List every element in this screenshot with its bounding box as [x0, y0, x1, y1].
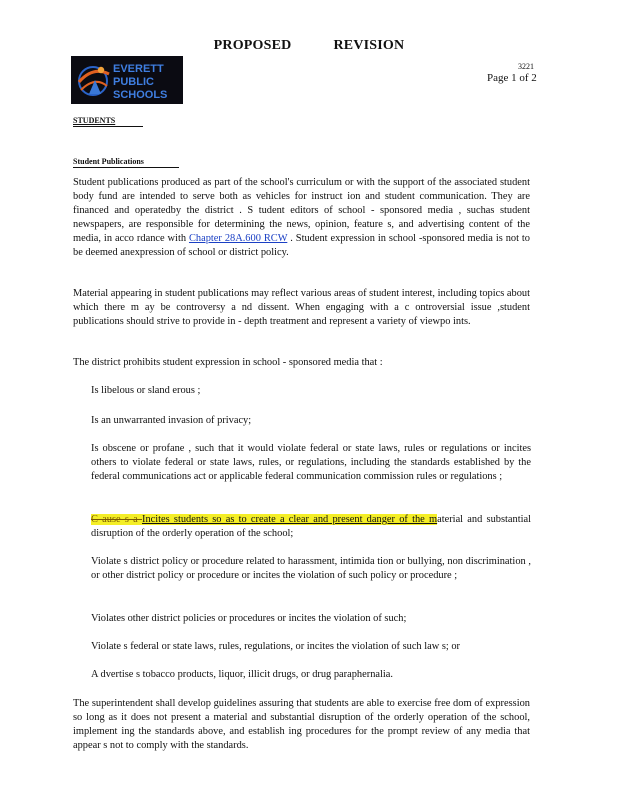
- logo-word-2: PUBLIC: [113, 76, 154, 88]
- subheading: Student Publications: [73, 157, 179, 168]
- everett-public-schools-logo: [71, 56, 183, 104]
- bullet-tobacco: A dvertise s tobacco products, liquor, illicit drugs, or drug paraphernalia.: [91, 669, 393, 680]
- inserted-text: Incites students so as to create a clear and present danger of the m: [142, 514, 438, 525]
- bullet-federal-laws: Violate s federal or state laws, rules, regulations, or incites the violation of such law s; or: [91, 641, 461, 652]
- rcw-chapter-link[interactable]: Chapter 28A.600 RCW: [188, 233, 288, 244]
- logo-word-1: EVERETT: [113, 63, 164, 75]
- bullet-disruption-rest: aterial and substantial disruption of the orderly operation of the school;: [91, 514, 531, 539]
- paragraph-superintendent: The superintendent shall develop guidelines assuring that students are able to exercise free dom of expression so long as it does not present a material and substantial disruption of the orderly operation of the school, implement ing the standards above, and establish ing procedures for the prompt review of any media that appear s not to comply with the standards.: [73, 698, 530, 751]
- bullet-obscene: Is obscene or profane , such that it would violate federal or state laws, rules or regulations or incites others to violate federal or state laws, rules, or regulations, including the standards established by the federal communications act or applicable federal communication commission rules or regulations ;: [91, 443, 531, 482]
- bullet-libelous: Is libelous or sland erous ;: [91, 385, 201, 396]
- bullet-privacy: Is an unwarranted invasion of privacy;: [91, 415, 252, 426]
- logo-graphic: [71, 56, 183, 104]
- struck-text: C ause s a: [91, 514, 142, 525]
- paragraph-purpose-text: Student publications produced as part of the school's curriculum or with the support of the associated student body fund are intended to serve both as vehicles for instruct ion and student communication. They are financed and operatedby the district . S tudent editors of school - sponsored media , suchas student newspapers, are responsible for determining the news, opinion, feature s, and advertising content of the media, in acco rdance with: [73, 177, 530, 244]
- paragraph-prohibits: The district prohibits student expression in school - sponsored media that :: [73, 357, 383, 368]
- section-label: STUDENTS: [73, 116, 143, 127]
- logo-word-3: SCHOOLS: [113, 89, 168, 101]
- paragraph-content: Material appearing in student publications may reflect various areas of student interest, including topics about which there m ay be controversy a nd dissent. When engaging with a c ontroversial issue ,student publications should strive to provide in - depth treatment and represent a variety of viewpo ints.: [73, 288, 530, 327]
- document-title: [0, 38, 618, 54]
- bullet-other-policies: Violates other district policies or procedures or incites the violation of such;: [91, 613, 407, 624]
- bullet-disruption: [91, 513, 531, 541]
- paragraph-purpose: [73, 176, 530, 260]
- bullet-harassment: Violate s district policy or procedure related to harassment, intimida tion or bullying, non discrimination , or other district policy or procedure or incites the violation of such policy or procedure ;: [91, 556, 531, 581]
- title-revision: REVISION: [333, 38, 405, 53]
- policy-number: 3221: [518, 62, 534, 71]
- paragraph-purpose-tail: . Student expression in school -sponsored media is not to be deemed anexpression of school or district policy.: [73, 233, 531, 258]
- page-indicator: Page 1 of 2: [487, 72, 537, 84]
- title-proposed: PROPOSED: [213, 38, 292, 53]
